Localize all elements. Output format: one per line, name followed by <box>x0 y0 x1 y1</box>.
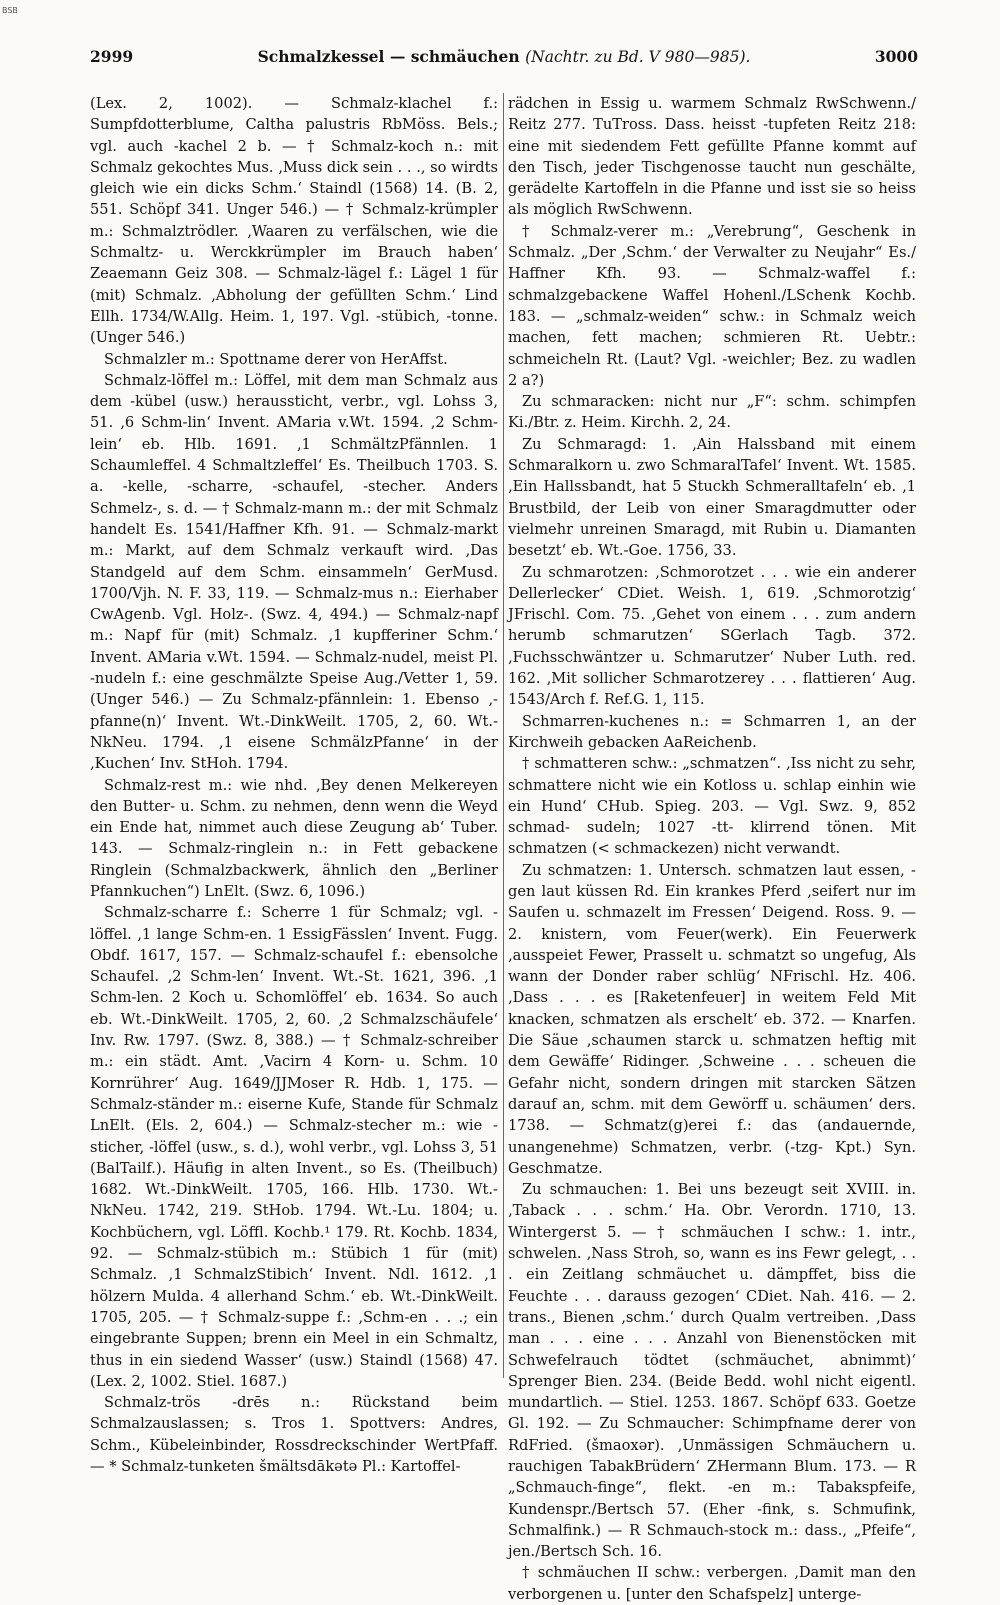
dictionary-entry: rädchen in Essig u. warmem Schmalz RwSchwenn./ Reitz 277. TuTross. Dass. heisst -tupfeten Reitz 218: eine mit siedendem Fett gefüllte Pfanne kommt auf den Tisch, jeder Tischgenosse taucht nun geschälte, gerädelte Kartoffeln in die Pfanne und isst sie so heiss als möglich RwSchwenn. <box>508 95 916 219</box>
left-column <box>90 93 498 1475</box>
page-number-left: 2999 <box>90 47 134 66</box>
dictionary-entry: † schmatteren schw.: „schmatzen“. ‚Iss nicht zu sehr, schmattere nicht wie ein Kotloss u. schlap einhin wie ein Hund‘ CHub. Spieg. 203. — Vgl. Swz. 9, 852 schmad- sudeln; 1027 -tt- klirrend tönen. Mit schmatzen (< schmackezen) nicht verwandt. <box>508 755 916 858</box>
dictionary-entry: Zu schmauchen: 1. Bei uns bezeugt seit XVIII. in. ‚Taback . . . schm.‘ Ha. Obr. Verordn. 1710, 13. Wintergerst 5. — † schmäuchen I schw.: 1. intr., schwelen. ‚Nass Stroh, so, wann es ins Fewr gelegt, . . . ein Zeitlang schmäuchet u. dämpffet, biss die Feuchte . . . darauss gezogen‘ CDiet. Nah. 416. — 2. trans., Bienen ‚schm.‘ durch Qualm vertreiben. ‚Dass man . . . eine . . . Anzahl von Bienenstöcken mit Schwefelrauch tödtet (schmäuchet, abnimmt)‘ Sprenger Bien. 234. (Beide Bedd. wohl nicht eigentl. mundartlich. — Stiel. 1253. 1867. Schöpf 633. Goetze Gl. 192. — Zu Schmaucher: Schimpfname derer von RdFried. (šmaoxər). ‚Unmässigen Schmäuchern u. rauchigen TabakBrüdern‘ ZHermann Blum. 173. — R „Schmauch-finge“, flekt. -en m.: Tabakspfeife, Kundenspr./Bertsch 57. (Eher -fink, s. Schmufink, Schmalfink.) — R Schmauch-stock m.: dass., „Pfeife“, jen./Bertsch Sch. 16. <box>508 1181 916 1561</box>
dictionary-entry: Schmalz-rest m.: wie nhd. ‚Bey denen Melkereyen den Butter- u. Schm. zu nehmen, denn wenn die Weyd ein Ende hat, nimmet auch diese Zeugung ab‘ Tuber. 143. — Schmalz-ringlein n.: in Fett gebackene Ringlein (Schmalzbackwerk, ähnlich den „Berliner Pfannkuchen“) LnElt. (Swz. 6, 1096.) <box>90 776 498 900</box>
dictionary-entry: Zu Schmaragd: 1. ‚Ain Halssband mit einem Schmaralkorn u. zwo SchmaralTafel‘ Invent. Wt. 1585. ‚Ein Hallssbandt, hat 5 Stuckh Schmeralltafeln‘ eb. ‚1 Brustbild, der Leib von einer Smaragdmutter oder vielmehr unreinen Smaragd, mit Rubin u. Diamanten besetzt‘ eb. Wt.-Goe. 1756, 33. <box>508 435 916 560</box>
running-title <box>90 47 918 66</box>
dictionary-entry: Schmalz-scharre f.: Scherre 1 für Schmalz; vgl. -löffel. ‚1 lange Schm-en. 1 EssigFässlen‘ Invent. Fugg. Obdf. 1617, 157. — Schmalz-schaufel f.: ebensolche Schaufel. ‚2 Schm-len‘ Invent. Wt.-St. 1621, 396. ‚1 Schm-len. 2 Koch u. Schomlöffel‘ eb. 1634. So auch eb. Wt.-DinkWeilt. 1705, 2, 60. ‚2 Schmalzschäufele‘ Inv. Rw. 1797. (Swz. 8, 388.) — † Schmalz-schreiber m.: ein städt. Amt. ‚Vacirn 4 Korn- u. Schm. 10 Kornrührer‘ Aug. 1649/JJMoser R. Hdb. 1, 175. — Schmalz-ständer m.: eiserne Kufe, Stande für Schmalz LnElt. (Els. 2, 604.) — Schmalz-stecher m.: wie -sticher, -löffel (usw., s. d.), wohl verbr., vgl. Lohss 3, 51 (BalTailf.). Häufig in alten Invent., so Es. (Theilbuch) 1682. Wt.-DinkWeilt. 1705, 166. Hlb. 1730. Wt.-NkNeu. 1742, 219. StHob. 1794. Wt.-Lu. 1804; u. Kochbüchern, vgl. Löffl. Kochb.¹ 179. Rt. Kochb. 1834, 92. — Schmalz-stübich m.: Stübich 1 für (mit) Schmalz. ‚1 SchmalzStibich‘ Invent. Ndl. 1612. ‚1 hölzern Mulda. 4 allerhand Schm.‘ eb. Wt.-DinkWeilt. 1705, 205. — † Schmalz-suppe f.: ‚Schm-en . . .; ein eingebrante Suppen; brenn ein Meel in ein Schmaltz, thus in ein siedend Wasser‘ (usw.) Staindl (1568) 47. (Lex. 2, 1002. Stiel. 1687.) <box>90 904 498 1390</box>
library-stamp: BSB <box>2 6 18 15</box>
dictionary-entry: Schmalzler m.: Spottname derer von HerAffst. <box>104 350 448 368</box>
running-title-note: (Nachtr. zu Bd. V 980—985). <box>525 48 751 66</box>
dictionary-entry: Zu schmarotzen: ‚Schmorotzet . . . wie ein anderer Dellerlecker‘ CDiet. Weish. 1, 619. ‚Schmorotzig‘ JFrischl. Com. 75. ‚Gehet von einem . . . zum andern herumb schmarutzen‘ SGerlach Tagb. 372. ‚Fuchsschwäntzer u. Schmarutzer‘ Nuber Luth. red. 162. ‚Mit sollicher Schmarotzerey . . . flattieren‘ Aug. 1543/Arch f. Ref.G. 1, 115. <box>508 563 916 709</box>
column-divider <box>503 93 504 1378</box>
running-title-main: Schmalzkessel — schmäuchen <box>257 47 520 66</box>
dictionary-entry: Schmalz-löffel m.: Löffel, mit dem man Schmalz aus dem -kübel (usw.) heraussticht, verbr., vgl. Lohss 3, 51. ‚6 Schm-lin‘ Invent. AMaria v.Wt. 1594. ‚2 Schm-lein‘ eb. Hlb. 1691. ‚1 SchmältzPfännlen. 1 Schaumleffel. 4 Schmaltzleffel‘ Es. Theilbuch 1703. S. a. -kelle, -scharre, -schaufel, -stecher. Anders Schmelz-, s. d. — † Schmalz-mann m.: der mit Schmalz handelt Es. 1541/Haffner Kfh. 91. — Schmalz-markt m.: Markt, auf dem Schmalz verkauft wird. ‚Das Standgeld auf dem Schm. einsammeln‘ GerMusd. 1700/Vjh. N. F. 33, 119. — Schmalz-mus n.: Eierhaber CwAgenb. Vgl. Holz-. (Swz. 4, 494.) — Schmalz-napf m.: Napf für (mit) Schmalz. ‚1 kupfferiner Schm.‘ Invent. AMaria v.Wt. 1594. — Schmalz-nudel, meist Pl. -nudeln f.: eine geschmälzte Speise Aug./Vetter 1, 59. (Unger 546.) — Zu Schmalz-pfännlein: 1. Ebenso ‚-pfanne(n)‘ Invent. Wt.-DinkWeilt. 1705, 2, 60. Wt.-NkNeu. 1794. ‚1 eisene SchmälzPfanne‘ in der ‚Kuchen‘ Inv. StHoh. 1794. <box>90 371 498 773</box>
page-header <box>90 47 918 73</box>
dictionary-entry: (Lex. 2, 1002). — Schmalz-klachel f.: Sumpfdotterblume, Caltha palustris RbMöss. Bels.; vgl. auch -kachel 2 b. — † Schmalz-koch n.: mit Schmalz gekochtes Mus. ‚Muss dick sein . . ., so wirdts gleich wie ein dicks Schm.‘ Staindl (1568) 14. (B. 2, 551. Schöpf 341. Unger 546.) — † Schmalz-krümpler m.: Schmalztrödler. ‚Waaren zu verfälschen, wie die Schmaltz- u. Werckkrümpler im Brauch haben‘ Zeaemann Geiz 308. — Schmalz-lägel f.: Lägel 1 für (mit) Schmalz. ‚Abholung der gefüllten Schm.‘ Lind Ellh. 1734/W.Allg. Heim. 1, 197. Vgl. -stübich, -tonne. (Unger 546.) <box>90 95 498 347</box>
right-column <box>508 93 916 1603</box>
dictionary-entry: Schmalz-trös -drēs n.: Rückstand beim Schmalzauslassen; s. Tros 1. Spottvers: Andres, Schm., Kübeleinbinder, Rossdreckschinder WertPfaff. — * Schmalz-tunketen šmältsdākətə Pl.: Kartoffel- <box>90 1394 498 1475</box>
page-number-right: 3000 <box>874 47 918 66</box>
dictionary-entry: Zu schmatzen: 1. Untersch. schmatzen laut essen, -gen laut küssen Rd. Ein krankes Pferd ‚seifert nur im Saufen u. schmazelt im Fressen‘ Deigend. Ross. 9. — 2. knistern, vom Feuer(werk). Ein Feuerwerk ‚ausspeiet Fewer, Prasselt u. schmatzt so ungefug, Als wann der Donder raber schlüg‘ NFrischl. Hz. 406. ‚Dass . . . es [Raketenfeuer] in weitem Feld Mit knacken, schmatzen als erschelt‘ eb. 372. — Knarfen. Die Säue ‚schaumen starck u. schmatzen heftig mit dem Gewäffe‘ Ridinger. ‚Schweine . . . scheuen die Gefahr nicht, sondern dringen mit starcken Sätzen darauf an, schm. mit dem Gewörff u. schäumen‘ ders. 1738. — Schmatz(g)erei f.: das (andauernde, unangenehme) Schmatzen, verbr. (-tzg- Kpt.) Syn. Geschmatze. <box>508 861 916 1177</box>
dictionary-entry: Schmarren-kuchenes n.: = Schmarren 1, an der Kirchweih gebacken AaReichenb. <box>508 712 916 751</box>
dictionary-entry: Zu schmaracken: nicht nur „F“: schm. schimpfen Ki./Btr. z. Heim. Kirchh. 2, 24. <box>508 393 916 432</box>
dictionary-entry: † schmäuchen II schw.: verbergen. ‚Damit man den verborgenen u. [unter den Schafspelz] unterge- <box>508 1564 916 1603</box>
dictionary-entry: † Schmalz-verer m.: „Verebrung“, Geschenk in Schmalz. „Der ‚Schm.‘ der Verwalter zu Neujahr“ Es./ Haffner Kfh. 93. — Schmalz-waffel f.: schmalzgebackene Waffel Hohenl./LSchenk Kochb. 183. — „schmalz-weiden“ schw.: in Schmalz weich machen, fett machen; schmieren Rt. Uebtr.: schmeicheln Rt. (Laut? Vgl. -weichler; Bez. zu wadlen 2 a?) <box>508 222 916 389</box>
